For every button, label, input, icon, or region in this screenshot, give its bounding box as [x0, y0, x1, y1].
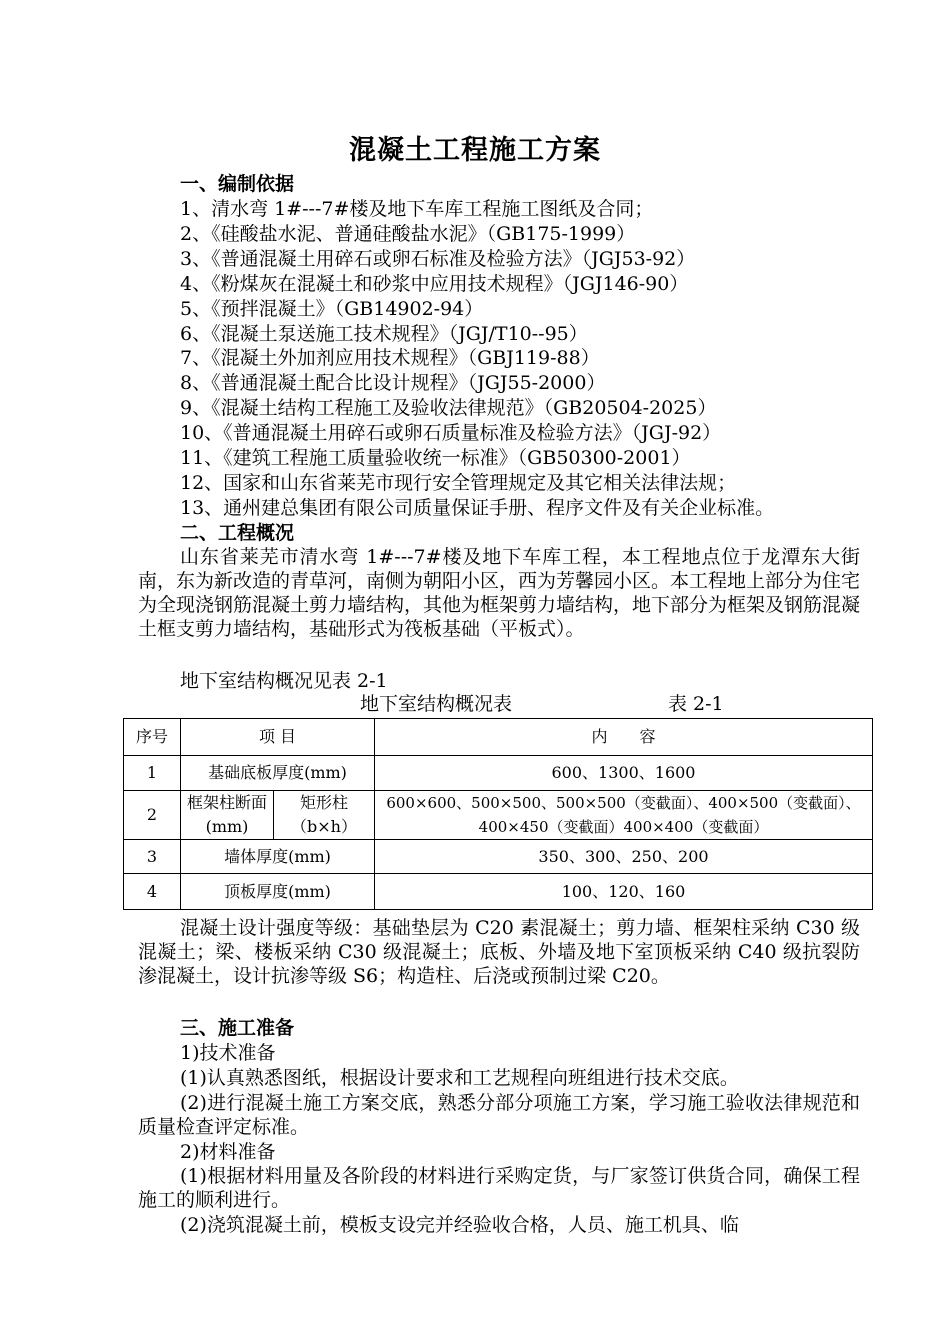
basis-item: 3、《普通混凝土用碎石或卵石标准及检验方法》（JGJ53-92）: [180, 248, 696, 270]
table-caption: 地下室结构概况表: [360, 693, 513, 715]
table-row: [124, 840, 873, 874]
content-cell: 100、120、160: [375, 874, 873, 910]
basement-structure-table: [123, 718, 873, 910]
item-cell: 墙体厚度(mm): [181, 840, 375, 874]
item-cell: 基础底板厚度(mm): [181, 756, 375, 791]
row-number-cell: 2: [124, 791, 181, 840]
basis-item: 13、通州建总集团有限公司质量保证手册、程序文件及有关企业标准。: [180, 497, 775, 519]
basis-item: 5、《预拌混凝土》（GB14902-94）: [180, 298, 484, 320]
materials-item-1: (1)根据材料用量及各阶段的材料进行采购定货，与厂家签订供货合同，确保工程施工的顺利进行。: [138, 1165, 860, 1211]
basis-item: 11、《建筑工程施工质量验收统一标准》（GB50300-2001）: [180, 447, 691, 469]
content-cell: 600、1300、1600: [375, 756, 873, 791]
table-row: [124, 874, 873, 910]
section-heading-basis: 一、编制依据: [180, 173, 295, 195]
basis-item: 9、《混凝土结构工程施工及验收法律规范》（GB20504-2025）: [180, 397, 717, 419]
table-row: [124, 756, 873, 791]
basis-item: 8、《普通混凝土配合比设计规程》（JGJ55-2000）: [180, 372, 606, 394]
table-number: 表 2-1: [668, 693, 724, 715]
content-cell: 350、300、250、200: [375, 840, 873, 874]
overview-paragraph: 山东省莱芜市清水弯 1#---7#楼及地下车库工程，本工程地点位于龙潭东大街南，东为新改造的青草河，南侧为朝阳小区，西为芳馨园小区。本工程地上部分为住宅为全现浇钢筋混凝土剪力墙结构，其他为框架剪力墙结构，地下部分为框架及钢筋混凝土框支剪力墙结构，基础形式为筏板基础（平板式）。: [138, 546, 861, 640]
sub-item-cell: 矩形柱（b×h）: [274, 791, 375, 840]
concrete-grade-paragraph: 混凝土设计强度等级：基础垫层为 C20 素混凝土；剪力墙、框架柱采纳 C30 级混凝土；梁、楼板采纳 C30 级混凝土；底板、外墙及地下室顶板采纳 C40 级抗裂防渗混凝土，设计抗渗等级 S6；构造柱、后浇或预制过梁 C20。: [138, 917, 860, 987]
row-number-cell: 3: [124, 840, 181, 874]
basis-item: 2、《硅酸盐水泥、普通硅酸盐水泥》（GB175-1999）: [180, 223, 636, 245]
basis-item: 6、《混凝土泵送施工技术规程》（JGJ/T10--95）: [180, 323, 588, 345]
row-number-cell: 1: [124, 756, 181, 791]
table-row: [124, 791, 873, 840]
item-cell: 框架柱断面 (mm): [181, 791, 274, 840]
header-cell: 项 目: [181, 719, 375, 756]
subsection-technical: 1)技术准备: [180, 1042, 276, 1064]
basis-item: 1、清水弯 1#---7#楼及地下车库工程施工图纸及合同；: [180, 198, 654, 220]
technical-item-2: (2)进行混凝土施工方案交底，熟悉分部分项施工方案，学习施工验收法律规范和质量检查评定标准。: [138, 1092, 860, 1138]
basis-item: 10、《普通混凝土用碎石或卵石质量标准及检验方法》（JGJ-92）: [180, 422, 722, 444]
basis-item: 4、《粉煤灰在混凝土和砂浆中应用技术规程》（JGJ146-90）: [180, 273, 689, 295]
row-number-cell: 4: [124, 874, 181, 910]
document-title: 混凝土工程施工方案: [349, 135, 601, 166]
basis-item: 12、国家和山东省莱芜市现行安全管理规定及其它相关法律法规；: [180, 472, 737, 494]
item-cell: 顶板厚度(mm): [181, 874, 375, 910]
subsection-materials: 2)材料准备: [180, 1141, 276, 1163]
header-cell: 内 容: [375, 719, 873, 756]
content-cell: 600×600、500×500、500×500（变截面）、400×500（变截面）、400×450（变截面）400×400（变截面）: [375, 791, 873, 840]
header-cell: 序号: [124, 719, 181, 756]
basis-item: 7、《混凝土外加剂应用技术规程》（GBJ119-88）: [180, 347, 600, 369]
table-reference: 地下室结构概况见表 2-1: [180, 670, 388, 692]
technical-item-1: (1)认真熟悉图纸，根据设计要求和工艺规程向班组进行技术交底。: [180, 1067, 739, 1089]
table-header-row: [124, 719, 873, 756]
materials-item-2: (2)浇筑混凝土前，模板支设完并经验收合格，人员、施工机具、临: [180, 1214, 739, 1236]
section-heading-overview: 二、工程概况: [180, 522, 295, 544]
section-heading-preparation: 三、施工准备: [180, 1017, 295, 1039]
